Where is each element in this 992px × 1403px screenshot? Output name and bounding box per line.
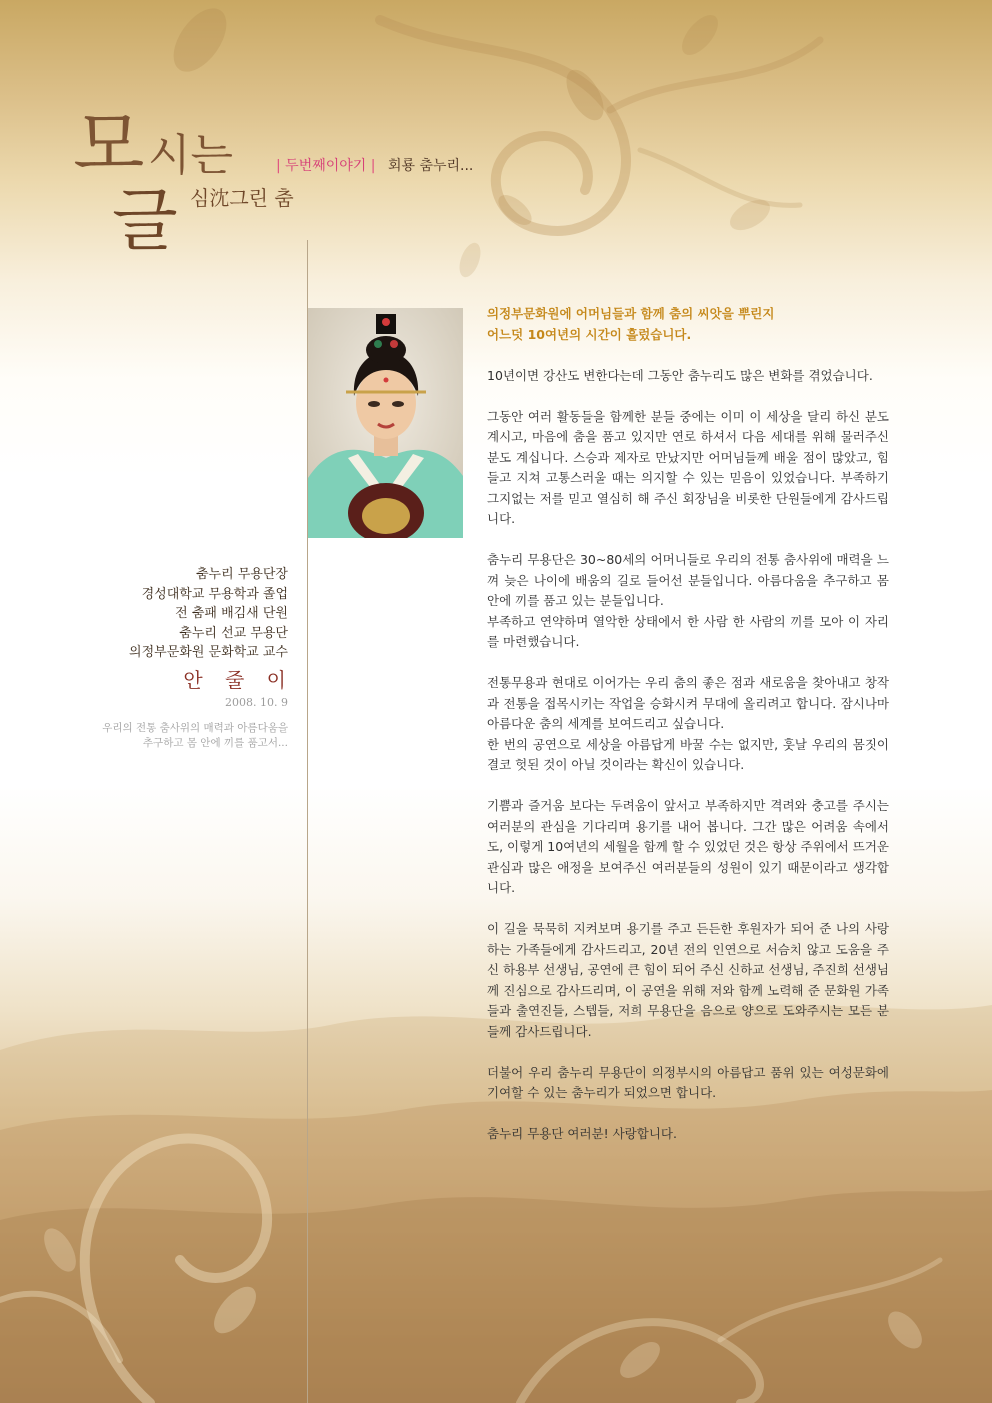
paragraph: 10년이면 강산도 변한다는데 그동안 춤누리도 많은 변화를 겪었습니다. [487, 367, 873, 383]
paragraph-sentence: 춤누리 무용단은 30~80세의 어머니들로 우리의 전통 춤사위에 매력을 느껴 늦은 나이에 배움의 길로 들어선 분들입니다. 아름다움을 추구하고 몸 안에 끼를 품고 있는 분들입니다. [487, 552, 889, 608]
paragraph-sentence: 한 번의 공연으로 세상을 아름답게 바꿀 수는 없지만, 훗날 우리의 몸짓이 결코 헛된 것이 아닐 것이라는 확신이 있습니다. [487, 736, 889, 772]
paragraph [487, 550, 889, 653]
paragraph-sentence: 부족하고 연약하며 열악한 상태에서 한 사람 한 사람의 끼를 모아 이 자리를 마련했습니다. [487, 613, 889, 649]
series-topic: 회룡 춤누리... [387, 158, 474, 174]
article-body [487, 304, 889, 1165]
profile-line: 춤누리 무용단장 [195, 567, 288, 582]
series-pipe-left: | [276, 158, 281, 174]
closing-line: 춤누리 무용단 여러분! 사랑합니다. [487, 1126, 677, 1141]
paragraph: 더불어 우리 춤누리 무용단이 의정부시의 아름답고 품위 있는 여성문화에 기여할 수 있는 춤누리가 되었으면 합니다. [487, 1064, 889, 1100]
paragraph [487, 673, 889, 776]
profile-line: 전 춤패 배김새 단원 [175, 606, 288, 621]
profile-line: 의정부문화원 문화학교 교수 [129, 645, 288, 660]
paragraph: 그동안 여러 활동들을 함께한 분들 중에는 이미 이 세상을 달리 하신 분도 계시고, 마음에 춤을 품고 있지만 연로 하셔서 다음 세대를 위해 물러주신 분도 계십니다. 스승과 제자로 만났지만 어머님들께 배울 점이 많았고, 힘들고 지쳐 고통스러울 때는 의지할 수 있는 믿음이 있었습니다. 부족하기 그지없는 저를 믿고 열심히 해 주신 회장님을 비롯한 단원들에게 감사드립니다. [487, 408, 889, 526]
portrait-illustration [308, 308, 463, 538]
paragraph: 기쁨과 즐거움 보다는 두려움이 앞서고 부족하지만 격려와 충고를 주시는 여러분의 관심을 기다리며 용기를 내어 봅니다. 그간 많은 어려움 속에서도, 이렇게 10여년의 세월을 함께 할 수 있었던 것은 항상 주위에서 뜨거운 관심과 많은 애정을 보여주신 여러분들의 성원이 있기 때문이라고 생각합니다. [487, 798, 889, 895]
lead-paragraph [487, 304, 889, 345]
paragraph: 이 길을 묵묵히 지켜보며 용기를 주고 든든한 후원자가 되어 준 나의 사랑하는 가족들에게 감사드리고, 20년 전의 인연으로 서슴치 않고 도움을 주신 하용부 선생님, 공연에 큰 힘이 되어 주신 신하교 선생님, 주진희 선생님께 진심으로 감사드리며, 이 공연을 위해 저와 함께 노력해 준 문화원 가족들과 출연진들, 스텝들, 저희 무용단을 음으로 양으로 도와주시는 모든 분들께 감사드립니다. [487, 921, 889, 1039]
series-pipe-right: | [370, 158, 376, 174]
author-name: 안 줄 이 [183, 667, 294, 692]
series-heading [276, 159, 473, 173]
excerpt-line: 추구하고 몸 안에 끼를 품고서... [142, 736, 288, 749]
lead-line: 어느덧 10여년의 시간이 흘렀습니다. [487, 326, 692, 342]
title-part-sineun: 시는 [148, 130, 234, 181]
lead-line: 의정부문화원에 어머님들과 함께 춤의 씨앗을 뿌린지 [487, 306, 775, 321]
portrait-photo [308, 308, 463, 538]
paragraph-sentence: 전통무용과 현대로 이어가는 우리 춤의 좋은 점과 새로움을 찾아내고 창작과 전통을 접목시키는 작업을 승화시켜 무대에 올리려고 합니다. 잠시나마 아름다운 춤의 세계를 보여드리고 싶습니다. [487, 675, 889, 731]
excerpt-line: 우리의 전통 춤사위의 매력과 아름다움을 [102, 721, 288, 734]
author-profile [80, 565, 294, 751]
publish-date: 2008. 10. 9 [225, 695, 288, 709]
profile-line: 춤누리 선교 무용단 [179, 625, 288, 641]
profile-line: 경성대학교 무용학과 졸업 [141, 586, 288, 602]
series-label: 두번째이야기 [285, 158, 367, 174]
page-subtitle: 심沈그린 춤 [190, 186, 294, 210]
title-part-geul: 글 [112, 182, 178, 261]
excerpt [80, 721, 288, 751]
title-part-mo: 모 [73, 102, 145, 188]
